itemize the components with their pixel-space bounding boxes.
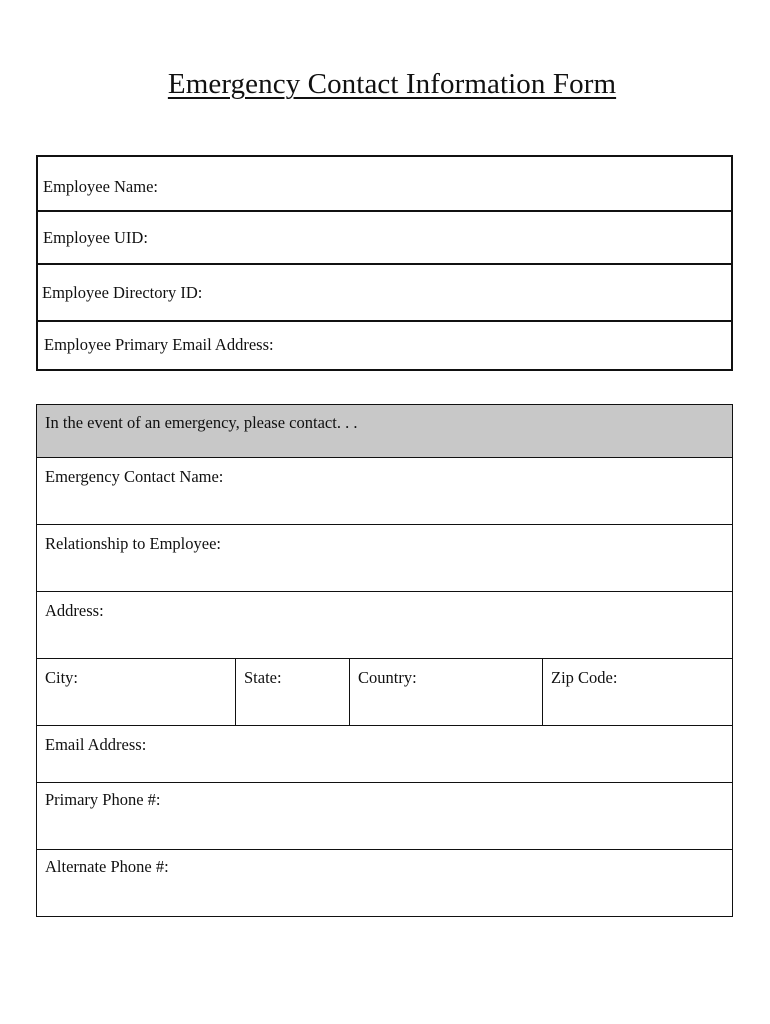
zip-code-field[interactable]: [543, 659, 731, 725]
emergency-contact-section: [36, 404, 733, 917]
alternate-phone-field[interactable]: [37, 850, 732, 915]
employee-name-field[interactable]: [38, 157, 731, 212]
employee-email-field[interactable]: [38, 322, 731, 371]
emergency-header-text: In the event of an emergency, please contact. . .: [45, 413, 358, 432]
relationship-label: Relationship to Employee:: [45, 534, 221, 553]
employee-name-label: Employee Name:: [43, 177, 159, 196]
email-address-label: Email Address:: [45, 735, 147, 754]
emergency-section-header: [37, 405, 732, 458]
relationship-field[interactable]: [37, 525, 732, 592]
zip-code-label: Zip Code:: [551, 668, 618, 687]
country-field[interactable]: [350, 659, 543, 725]
employee-uid-label: Employee UID:: [43, 228, 148, 247]
city-field[interactable]: [37, 659, 236, 725]
employee-email-label: Employee Primary Email Address:: [44, 335, 274, 354]
emergency-contact-name-label: Emergency Contact Name:: [45, 467, 224, 486]
employee-uid-field[interactable]: [38, 212, 731, 265]
city-state-country-zip-row: [37, 659, 732, 726]
address-field[interactable]: [37, 592, 732, 659]
email-address-field[interactable]: [37, 726, 732, 783]
employee-directory-id-field[interactable]: [38, 265, 731, 322]
state-label: State:: [244, 668, 282, 687]
primary-phone-label: Primary Phone #:: [45, 790, 161, 809]
emergency-contact-name-field[interactable]: [37, 458, 732, 525]
primary-phone-field[interactable]: [37, 783, 732, 850]
country-label: Country:: [358, 668, 417, 687]
form-title: Emergency Contact Information Form: [167, 68, 617, 100]
employee-directory-id-label: Employee Directory ID:: [42, 283, 203, 302]
address-label: Address:: [45, 601, 104, 620]
alternate-phone-label: Alternate Phone #:: [45, 857, 169, 876]
employee-info-section: [36, 155, 733, 371]
state-field[interactable]: [236, 659, 350, 725]
city-label: City:: [45, 668, 79, 687]
